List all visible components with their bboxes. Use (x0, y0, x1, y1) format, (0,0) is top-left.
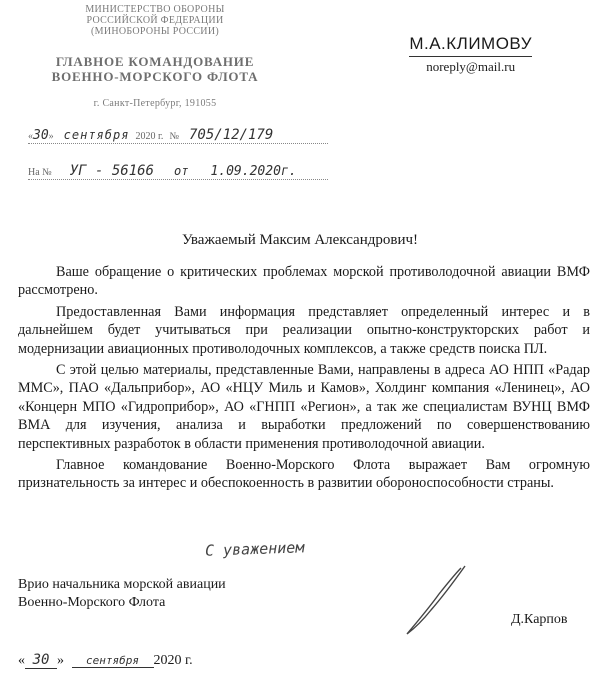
bottom-date-quote-open: « (18, 653, 25, 668)
closing-handwritten: С уважением (204, 538, 305, 560)
org-main-command: ГЛАВНОЕ КОМАНДОВАНИЕ (55, 54, 255, 69)
bottom-date-year: 2020 г. (153, 653, 193, 668)
addressee-name: М.А.КЛИМОВУ (409, 34, 532, 53)
outgoing-month: сентября (63, 128, 130, 142)
org-address: г. Санкт-Петербург, 191055 (93, 98, 217, 109)
org-main-navy: ВОЕННО-МОРСКОГО ФЛОТА (51, 69, 259, 84)
reference-underline (28, 179, 328, 180)
bottom-date-quote-close: » (57, 653, 64, 668)
reference-line (28, 162, 297, 180)
signature-title (18, 576, 226, 612)
signature-title-line1: Врио начальника морской авиации (18, 577, 226, 592)
bottom-date-month: сентября (72, 654, 154, 668)
bottom-date-day: 30 (25, 652, 57, 669)
greeting: Уважаемый Максим Александрович! (181, 232, 419, 248)
addressee-block (409, 34, 532, 75)
bottom-date (18, 652, 193, 669)
paragraph-3: С этой целью материалы, представленные Вами, направлены в адреса АО НПП «Радар ММС», ПАО «Дальприбор», АО «НЦУ Миль и Камов», Холдинг компания «Ленинец», АО «Концерн МПО «Гидроприбор», АО «ГНПП «Регион», а так же специалистам ВУНЦ ВМФ ВМА для изучения, анализа и выработки предложений по совершенствованию перспективных разработок в области применения противолодочной авиации. (18, 362, 590, 452)
ref-label: На № (28, 167, 52, 178)
paragraph-4: Главное командование Военно-Морского Флота выражает Вам огромную признательность за интерес и обеспокоенность в развитии обороноспособности страны. (18, 457, 590, 492)
ref-number: УГ - 56166 (69, 163, 154, 179)
ref-from-label: от (174, 164, 189, 178)
org-line-abbrev: (МИНОБОРОНЫ РОССИИ) (91, 26, 219, 37)
date-quote-close: » (48, 131, 54, 142)
paragraph-1: Ваше обращение о критических проблемах морской противолодочной авиации ВМФ рассмотрено. (18, 264, 590, 299)
outgoing-year: 2020 г. (135, 131, 164, 142)
ref-date: 1.09.2020г. (210, 164, 297, 179)
outgoing-underline (28, 143, 328, 144)
signature-title-line2: Военно-Морского Флота (18, 595, 166, 610)
paragraph-2: Предоставленная Вами информация представляет определенный интерес и в дальнейшем будет учитываться при реализации опытно-конструкторских работ и модернизации авиационных противолодочных комплексов, а также средств поиска ПЛ. (18, 303, 590, 357)
outgoing-day: 30 (33, 128, 49, 143)
signature-name: Д.Карпов (511, 612, 568, 627)
org-line-ministry: МИНИСТЕРСТВО ОБОРОНЫ (85, 4, 225, 15)
date-quote-open: « (28, 131, 33, 142)
outgoing-date-line (28, 126, 273, 144)
org-line-federation: РОССИЙСКОЙ ФЕДЕРАЦИИ (86, 15, 224, 26)
letter-body (18, 263, 590, 496)
signature-scribble (395, 560, 475, 640)
addressee-email: noreply@mail.ru (409, 56, 532, 75)
outgoing-number-label: № (169, 131, 179, 142)
outgoing-number: 705/12/179 (188, 127, 274, 143)
